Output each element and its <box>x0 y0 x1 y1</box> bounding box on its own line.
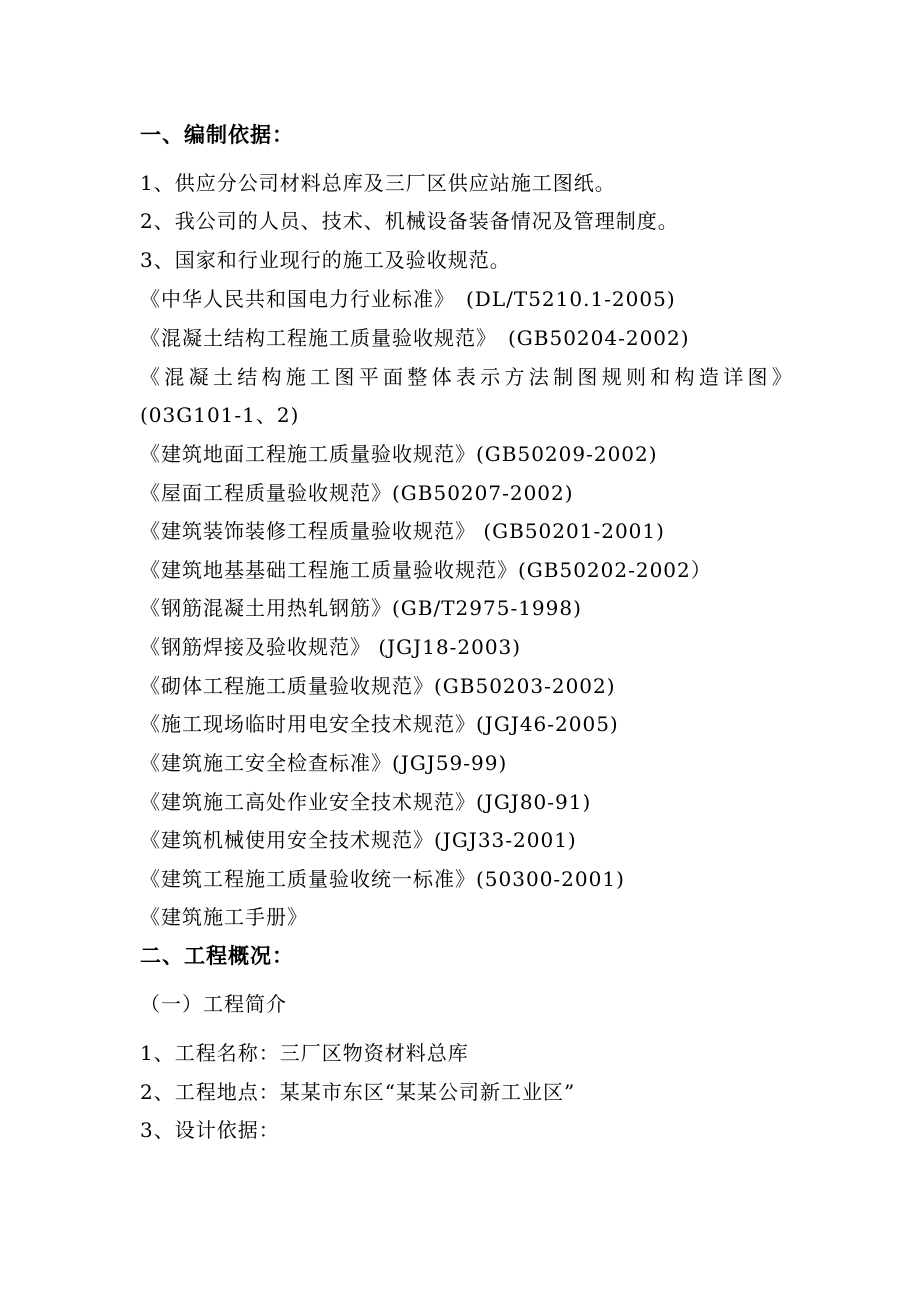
standard-item: 《建筑机械使用安全技术规范》(JGJ33-2001) <box>140 828 577 852</box>
standard-item: 《建筑装饰装修工程质量验收规范》 (GB50201-2001) <box>140 519 665 543</box>
basis-item-1: 1、供应分公司材料总库及三厂区供应站施工图纸。 <box>140 171 616 195</box>
section-2-subheading: （一）工程简介 <box>140 992 287 1016</box>
standard-item: 《建筑地基基础工程施工质量验收规范》(GB50202-2002） <box>140 558 712 582</box>
standard-item: 《建筑施工高处作业安全技术规范》(JGJ80-91) <box>140 790 592 814</box>
section-2-heading: 二、工程概况： <box>140 943 294 968</box>
standard-item: 《钢筋焊接及验收规范》 (JGJ18-2003) <box>140 635 522 659</box>
standard-item: 《建筑施工安全检查标准》(JGJ59-99) <box>140 751 508 775</box>
standard-item: 《钢筋混凝土用热轧钢筋》(GB/T2975-1998) <box>140 596 582 620</box>
overview-item-3: 3、设计依据： <box>140 1118 280 1142</box>
standard-item: 《建筑工程施工质量验收统一标准》(50300-2001) <box>140 867 625 891</box>
standard-item: (03G101-1、2) <box>140 403 300 427</box>
basis-item-2: 2、我公司的人员、技术、机械设备装备情况及管理制度。 <box>140 209 679 233</box>
standard-item: 《屋面工程质量验收规范》(GB50207-2002) <box>140 481 574 505</box>
standard-item: 《混凝土结构施工图平面整体表示方法制图规则和构造详图》 <box>140 365 797 389</box>
overview-item-2: 2、工程地点：某某市东区“某某公司新工业区” <box>140 1080 576 1104</box>
standard-item: 《混凝土结构工程施工质量验收规范》 (GB50204-2002) <box>140 326 690 350</box>
overview-item-1: 1、工程名称：三厂区物资材料总库 <box>140 1041 469 1065</box>
section-1-heading: 一、编制依据： <box>140 122 294 147</box>
standard-item: 《建筑地面工程施工质量验收规范》(GB50209-2002) <box>140 442 658 466</box>
standard-item: 《建筑施工手册》 <box>140 905 308 929</box>
standard-item: 《中华人民共和国电力行业标准》 (DL/T5210.1-2005) <box>140 287 676 311</box>
basis-item-3: 3、国家和行业现行的施工及验收规范。 <box>140 248 511 272</box>
standard-item: 《施工现场临时用电安全技术规范》(JGJ46-2005) <box>140 712 619 736</box>
standard-item: 《砌体工程施工质量验收规范》(GB50203-2002) <box>140 674 616 698</box>
